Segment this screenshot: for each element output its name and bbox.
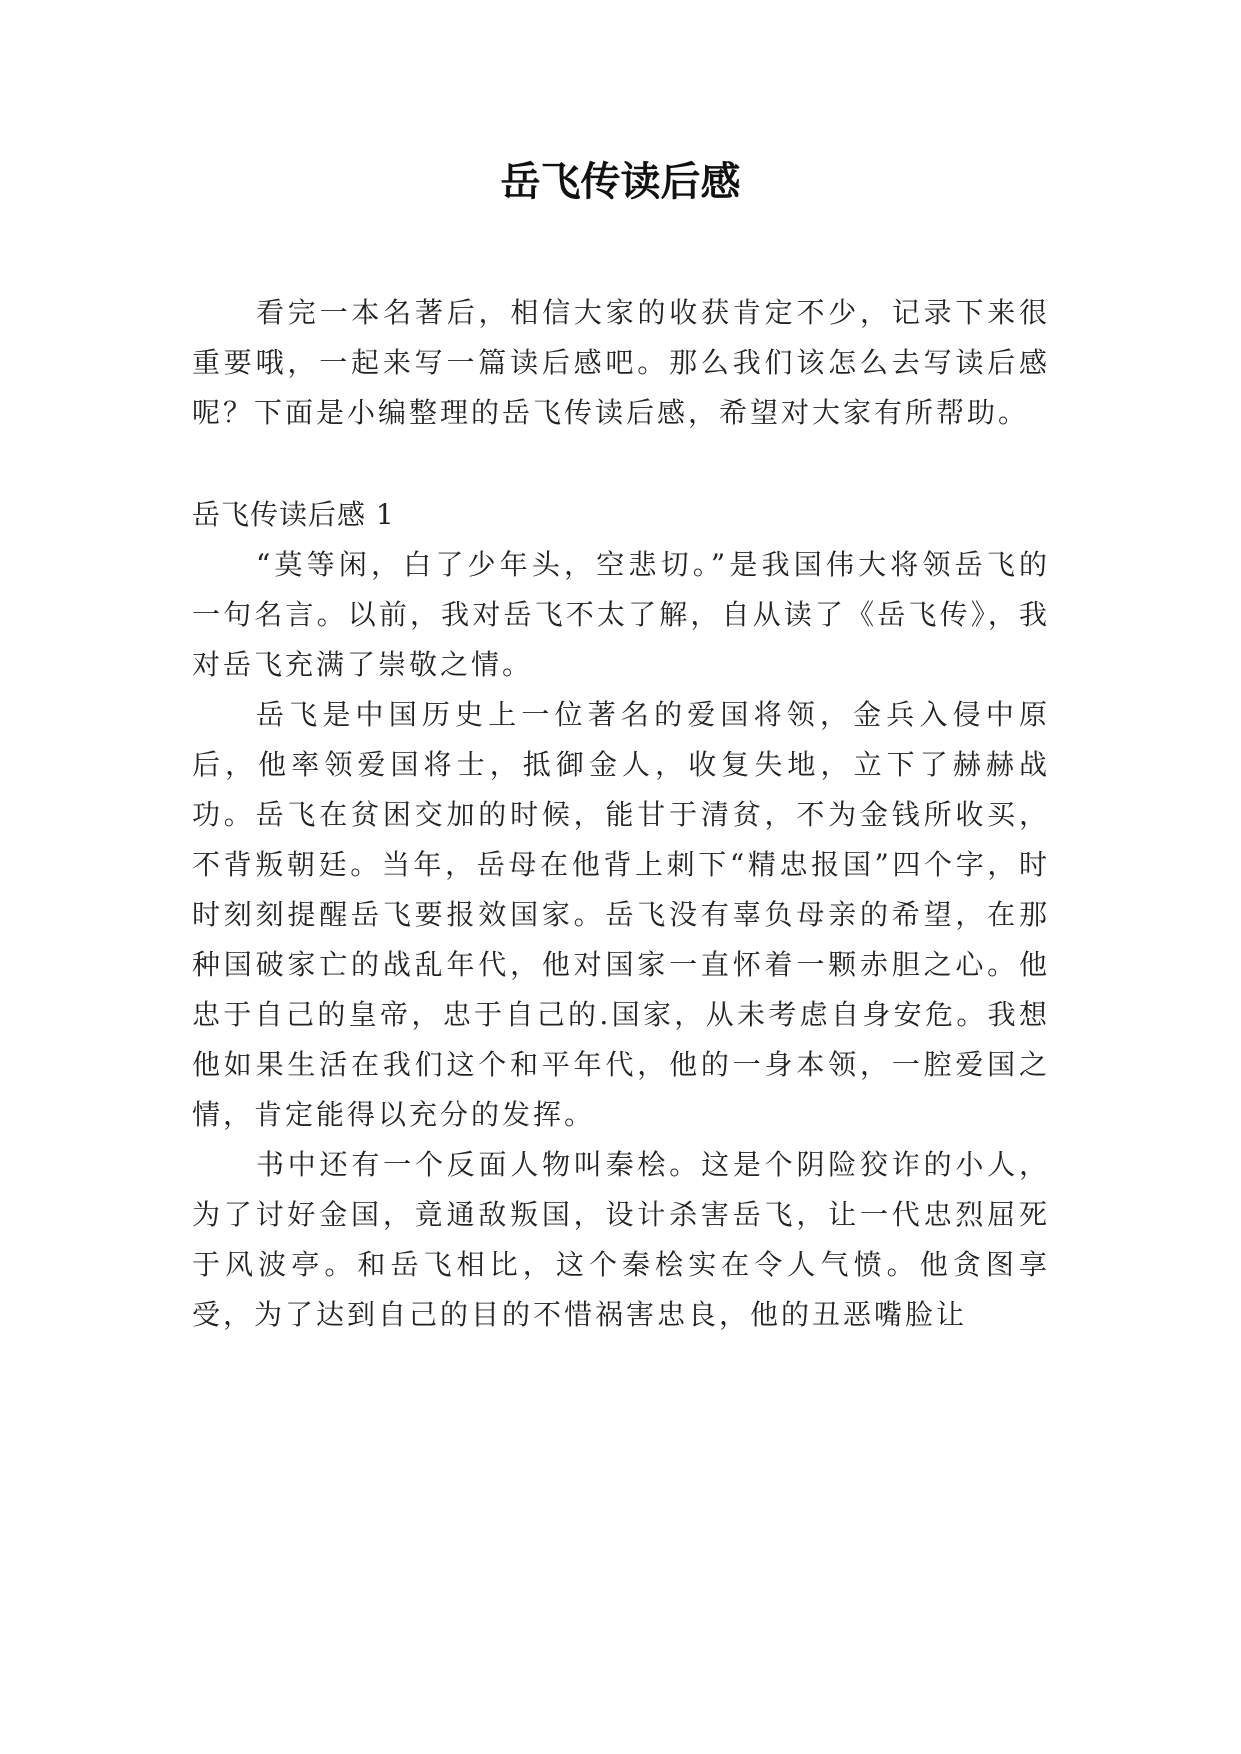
body-paragraph: “莫等闲，白了少年头，空悲切。”是我国伟大将领岳飞的一句名言。以前，我对岳飞不太了解，自从读了《岳飞传》，我对岳飞充满了崇敬之情。 [192, 548, 1050, 681]
document-body [192, 288, 1050, 1340]
section-spacer [192, 438, 1050, 490]
section-heading: 岳飞传读后感 1 [192, 498, 395, 531]
body-paragraph: 岳飞是中国历史上一位著名的爱国将领，金兵入侵中原后，他率领爱国将士，抵御金人，收复失地，立下了赫赫战功。岳飞在贫困交加的时候，能甘于清贫，不为金钱所收买，不背叛朝廷。当年，岳母在他背上刺下“精忠报国”四个字，时时刻刻提醒岳飞要报效国家。岳飞没有辜负母亲的希望，在那种国破家亡的战乱年代，他对国家一直怀着一颗赤胆之心。他忠于自己的皇帝，忠于自己的.国家，从未考虑自身安危。我想他如果生活在我们这个和平年代，他的一身本领，一腔爱国之情，肯定能得以充分的发挥。 [192, 698, 1050, 1131]
body-paragraph: 书中还有一个反面人物叫秦桧。这是个阴险狡诈的小人，为了讨好金国，竟通敌叛国，设计杀害岳飞，让一代忠烈屈死于风波亭。和岳飞相比，这个秦桧实在令人气愤。他贪图享受，为了达到自己的目的不惜祸害忠良，他的丑恶嘴脸让 [192, 1148, 1050, 1331]
intro-paragraph: 看完一本名著后，相信大家的收获肯定不少，记录下来很重要哦，一起来写一篇读后感吧。那么我们该怎么去写读后感呢？下面是小编整理的岳飞传读后感，希望对大家有所帮助。 [192, 296, 1050, 429]
document-title: 岳飞传读后感 [500, 158, 741, 205]
